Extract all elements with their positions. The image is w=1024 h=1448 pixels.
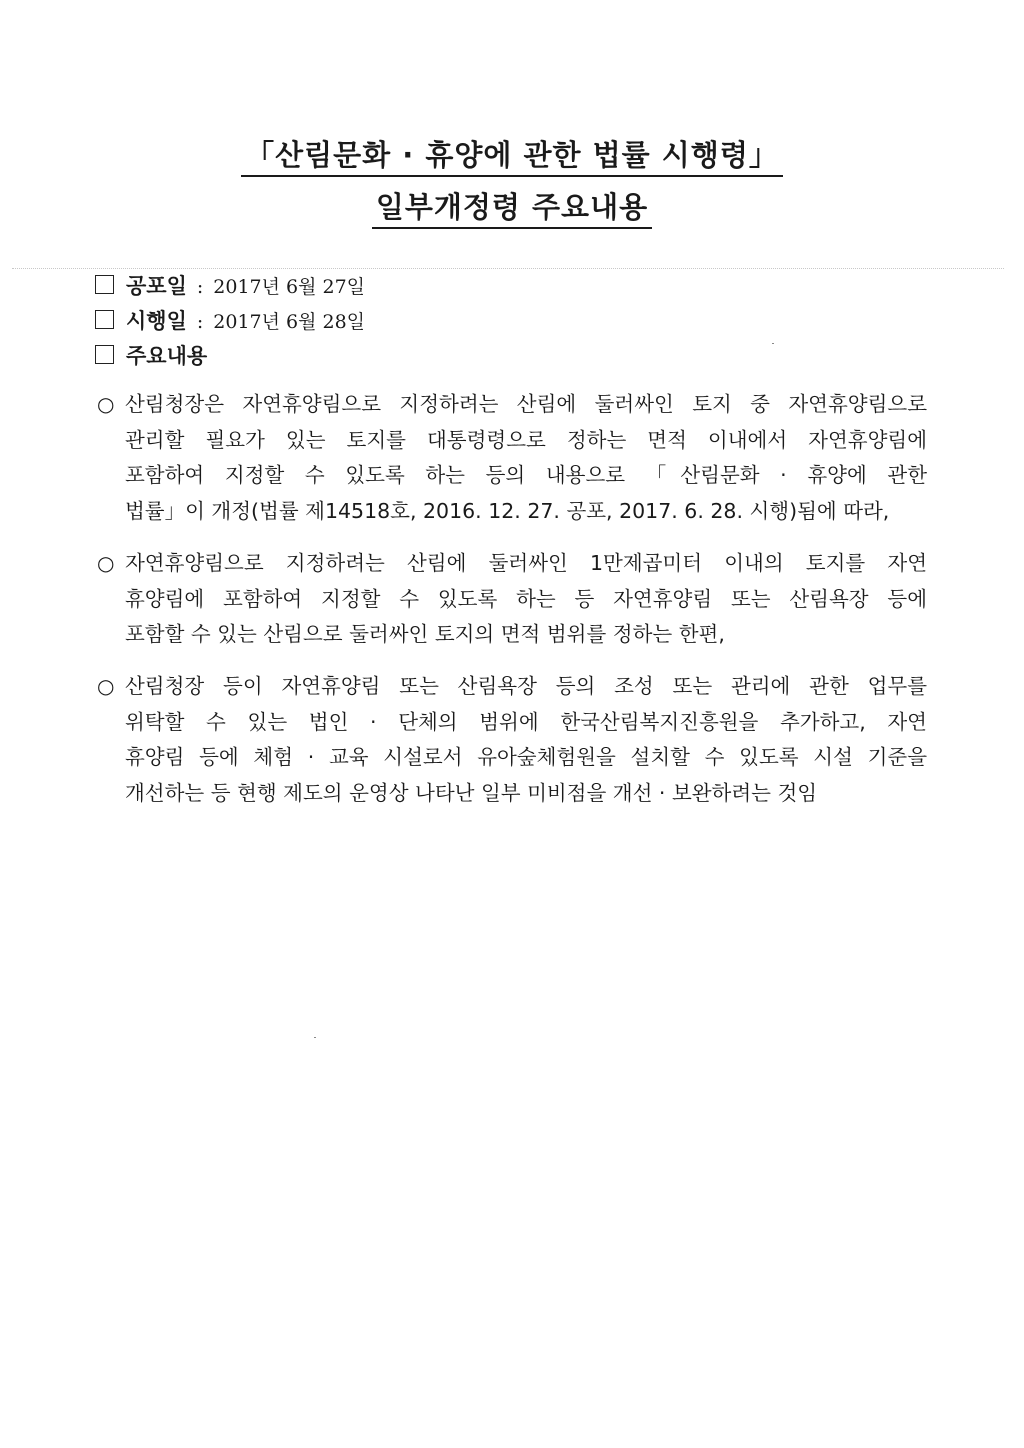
promulgation-separator: : [196, 276, 204, 298]
header-divider [12, 268, 1004, 269]
document-title-line-2 [0, 185, 1024, 226]
enforcement-label: 시행일 [126, 309, 187, 333]
paragraph-line: 휴양림에 포함하여 지정할 수 있도록 하는 등 자연휴양림 또는 산림욕장 등에 [125, 586, 927, 611]
paragraph-line: 위탁할 수 있는 법인 · 단체의 범위에 한국산림복지진흥원을 추가하고, 자연 [125, 709, 927, 734]
document-title-line-1-text: 「산림문화 · 휴양에 관한 법률 시행령」 [241, 138, 783, 177]
enforcement-date: 2017년 6월 28일 [213, 311, 366, 333]
document-title-line-1 [0, 133, 1024, 174]
paragraph-line: 개선하는 등 현행 제도의 운영상 나타난 일부 미비점을 개선 · 보완하려는 것임 [125, 780, 818, 805]
main-content-heading: 주요내용 [126, 344, 208, 368]
circle-bullet-icon: ○ [97, 674, 115, 698]
scan-speck [772, 343, 774, 344]
paragraph-line: 포함할 수 있는 산림으로 둘러싸인 토지의 면적 범위를 정하는 한편, [125, 622, 725, 646]
content-paragraph [97, 669, 927, 811]
promulgation-label: 공포일 [126, 274, 187, 298]
promulgation-date-row [95, 270, 365, 300]
enforcement-date-row [95, 305, 365, 335]
checkbox-square-icon [95, 310, 114, 329]
promulgation-date: 2017년 6월 27일 [213, 276, 366, 298]
paragraph-line: 휴양림 등에 체험 · 교육 시설로서 유아숲체험원을 설치할 수 있도록 시설 기준을 [125, 745, 927, 769]
document-title-line-2-text: 일부개정령 주요내용 [372, 190, 652, 229]
scan-speck [314, 1037, 316, 1038]
circle-bullet-icon: ○ [97, 392, 115, 416]
checkbox-square-icon [95, 345, 114, 364]
content-paragraph [97, 387, 927, 529]
paragraph-line: 자연휴양림으로 지정하려는 산림에 둘러싸인 1만제곱미터 이내의 토지를 자연 [125, 551, 927, 575]
paragraph-line: 법률」이 개정(법률 제14518호, 2016. 12. 27. 공포, 2017. 6. 28. 시행)됨에 따라, [125, 498, 890, 523]
paragraph-line: 관리할 필요가 있는 토지를 대통령령으로 정하는 면적 이내에서 자연휴양림에 [125, 427, 927, 452]
paragraph-line: 포함하여 지정할 수 있도록 하는 등의 내용으로 「산림문화 · 휴양에 관한 [125, 463, 927, 487]
paragraph-line: 산림청장 등이 자연휴양림 또는 산림욕장 등의 조성 또는 관리에 관한 업무를 [125, 674, 927, 698]
paragraph-line: 산림청장은 자연휴양림으로 지정하려는 산림에 둘러싸인 토지 중 자연휴양림으로 [125, 392, 927, 416]
enforcement-separator: : [196, 311, 204, 333]
content-paragraph [97, 546, 927, 653]
checkbox-square-icon [95, 275, 114, 294]
circle-bullet-icon: ○ [97, 551, 115, 575]
main-content-heading-row [95, 340, 207, 370]
